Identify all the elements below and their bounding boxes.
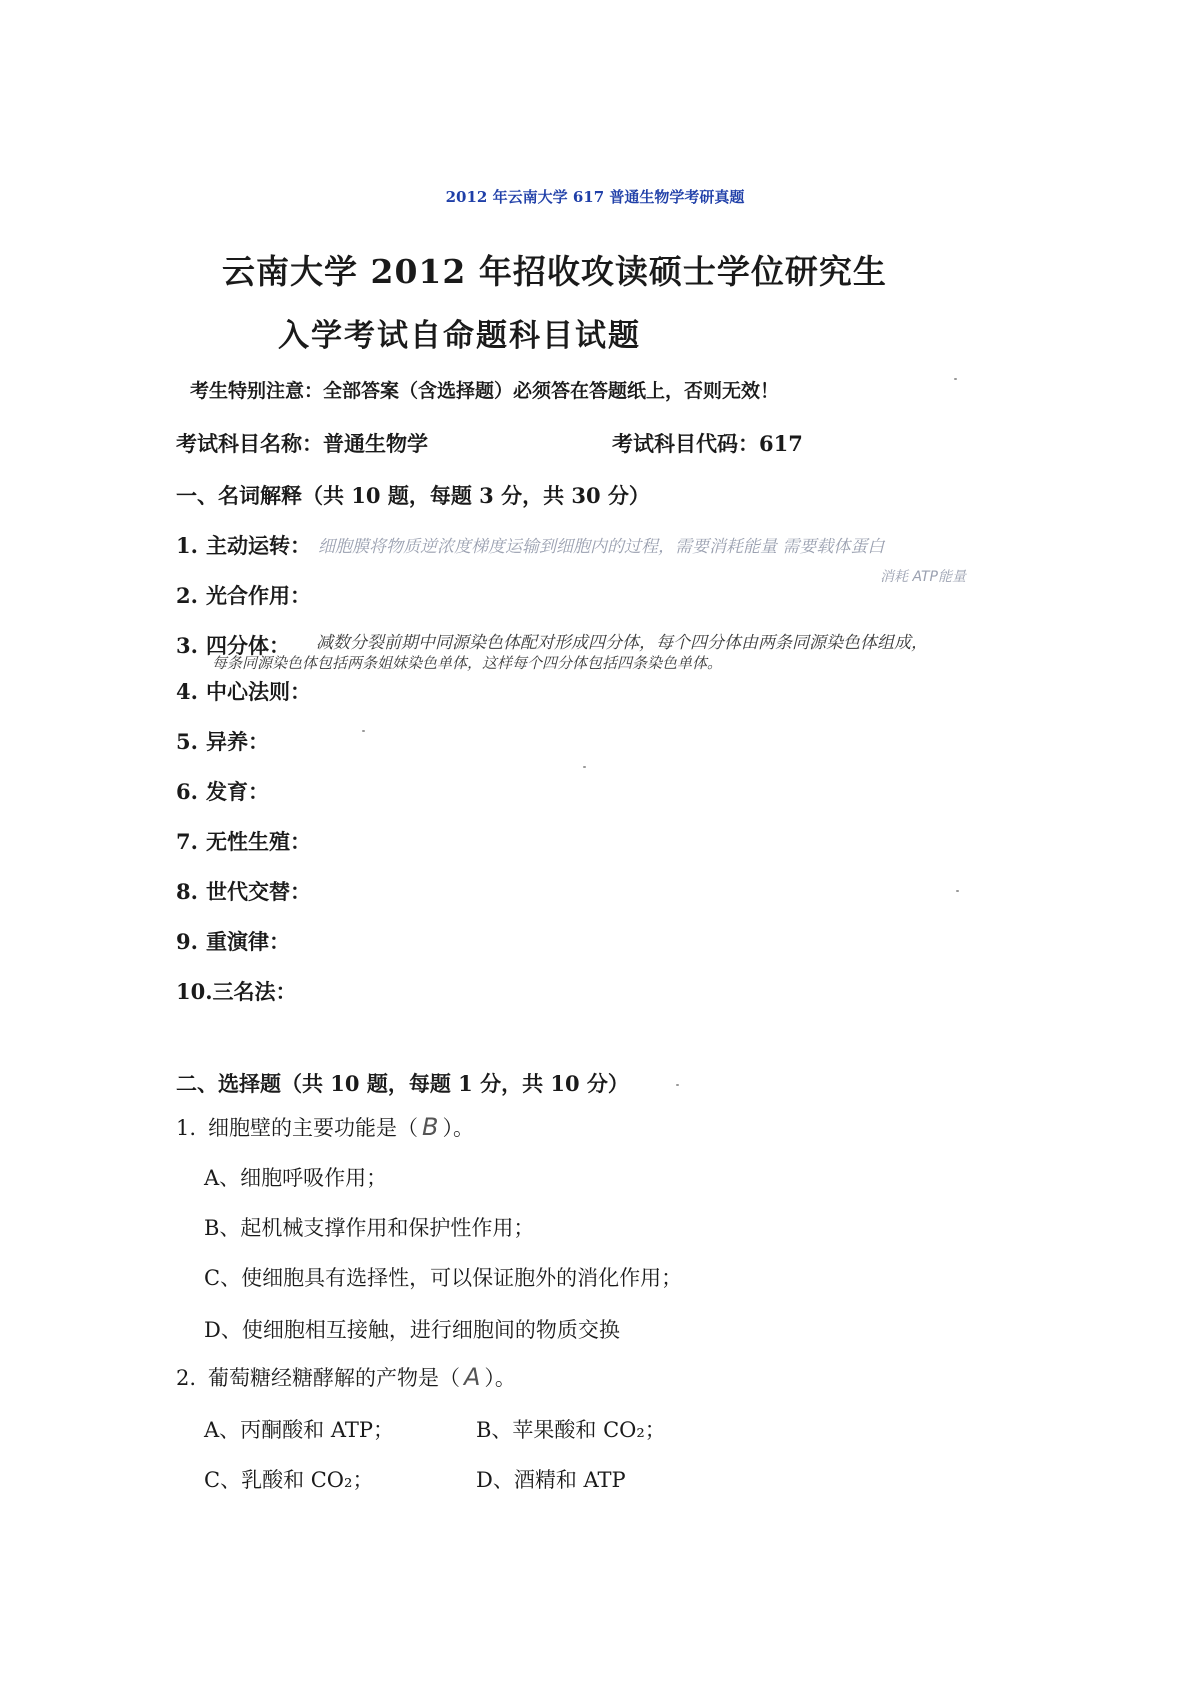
term-label: 重演律：	[206, 929, 290, 954]
option-c: C、乳酸和 CO₂；	[204, 1468, 374, 1492]
scan-speck	[583, 766, 586, 768]
term-number: 7.	[176, 829, 198, 854]
term-item	[176, 580, 311, 610]
term-number: 9.	[176, 929, 198, 954]
term-number: 6.	[176, 779, 198, 804]
term-label: 主动运转：	[206, 533, 311, 558]
term-label: 光合作用：	[206, 583, 311, 608]
term-item	[176, 726, 269, 756]
question-number: 1.	[176, 1116, 197, 1140]
option-d: D、使细胞相互接触，进行细胞间的物质交换	[204, 1318, 620, 1342]
term-label: 异养：	[206, 729, 269, 754]
term-item	[176, 676, 311, 706]
option-a: A、丙酮酸和 ATP；	[204, 1418, 394, 1442]
term-item	[176, 826, 311, 856]
scan-speck	[362, 730, 365, 732]
section-1-heading: 一、名词解释（共 10 题，每题 3 分，共 30 分）	[176, 483, 650, 508]
subject-code	[612, 428, 803, 458]
question-number: 2.	[176, 1366, 197, 1390]
question-stem-end: ）。	[484, 1366, 516, 1390]
term-label: 世代交替：	[206, 879, 311, 904]
term-number: 2.	[176, 583, 198, 608]
subject-name	[176, 428, 428, 458]
term-item	[176, 530, 311, 560]
term-item	[176, 926, 290, 956]
candidate-notice: 考生特别注意：全部答案（含选择题）必须答在答题纸上，否则无效！	[190, 380, 780, 402]
option-b: B、苹果酸和 CO₂；	[476, 1418, 666, 1442]
term-item	[176, 976, 297, 1006]
subject-code-value: 617	[759, 431, 803, 456]
page-header-title: 2012 年云南大学 617 普通生物学考研真题	[445, 188, 745, 206]
question-2	[176, 1362, 516, 1392]
term-number: 10.	[176, 979, 213, 1004]
term-item	[176, 876, 311, 906]
term-number: 1.	[176, 533, 198, 558]
exam-main-title: 云南大学 2012 年招收攻读硕士学位研究生	[222, 252, 887, 291]
scan-speck	[956, 890, 959, 892]
option-a: A、细胞呼吸作用；	[204, 1166, 388, 1190]
term-number: 5.	[176, 729, 198, 754]
term-number: 4.	[176, 679, 198, 704]
question-stem: 细胞壁的主要功能是（	[208, 1116, 418, 1140]
subject-name-label: 考试科目名称：	[176, 431, 323, 456]
question-stem: 葡萄糖经糖酵解的产物是（	[208, 1366, 460, 1390]
term-label: 三名法：	[212, 979, 297, 1004]
handwritten-note-active-transport: 细胞膜将物质逆浓度梯度运输到细胞内的过程，需要消耗能量 需要载体蛋白	[318, 537, 885, 557]
term-label: 中心法则：	[206, 679, 311, 704]
handwritten-note-tetrad-line1: 减数分裂前期中同源染色体配对形成四分体，每个四分体由两条同源染色体组成，	[316, 633, 928, 653]
scan-speck	[676, 1084, 679, 1086]
term-label: 发育：	[206, 779, 269, 804]
question-stem-end: ）。	[442, 1116, 474, 1140]
subject-name-value: 普通生物学	[323, 431, 428, 456]
handwritten-note-tetrad-line2: 每条同源染色体包括两条姐妹染色单体，这样每个四分体包括四条染色单体。	[212, 654, 723, 672]
option-b: B、起机械支撑作用和保护性作用；	[204, 1216, 535, 1240]
subject-code-label: 考试科目代码：	[612, 431, 759, 456]
handwritten-note-active-transport-margin: 消耗 ATP能量	[880, 569, 967, 585]
term-label: 四分体：	[206, 633, 290, 658]
term-label: 无性生殖：	[206, 829, 311, 854]
question-1	[176, 1112, 474, 1142]
handwritten-answer: B	[422, 1113, 439, 1141]
section-2-heading: 二、选择题（共 10 题，每题 1 分，共 10 分）	[176, 1071, 629, 1096]
option-d: D、酒精和 ATP	[476, 1468, 626, 1492]
exam-sub-title: 入学考试自命题科目试题	[278, 318, 641, 354]
term-number: 3.	[176, 633, 198, 658]
handwritten-answer: A	[464, 1363, 481, 1391]
scan-speck	[954, 378, 957, 380]
term-item	[176, 776, 269, 806]
term-number: 8.	[176, 879, 198, 904]
option-c: C、使细胞具有选择性，可以保证胞外的消化作用；	[204, 1266, 683, 1290]
